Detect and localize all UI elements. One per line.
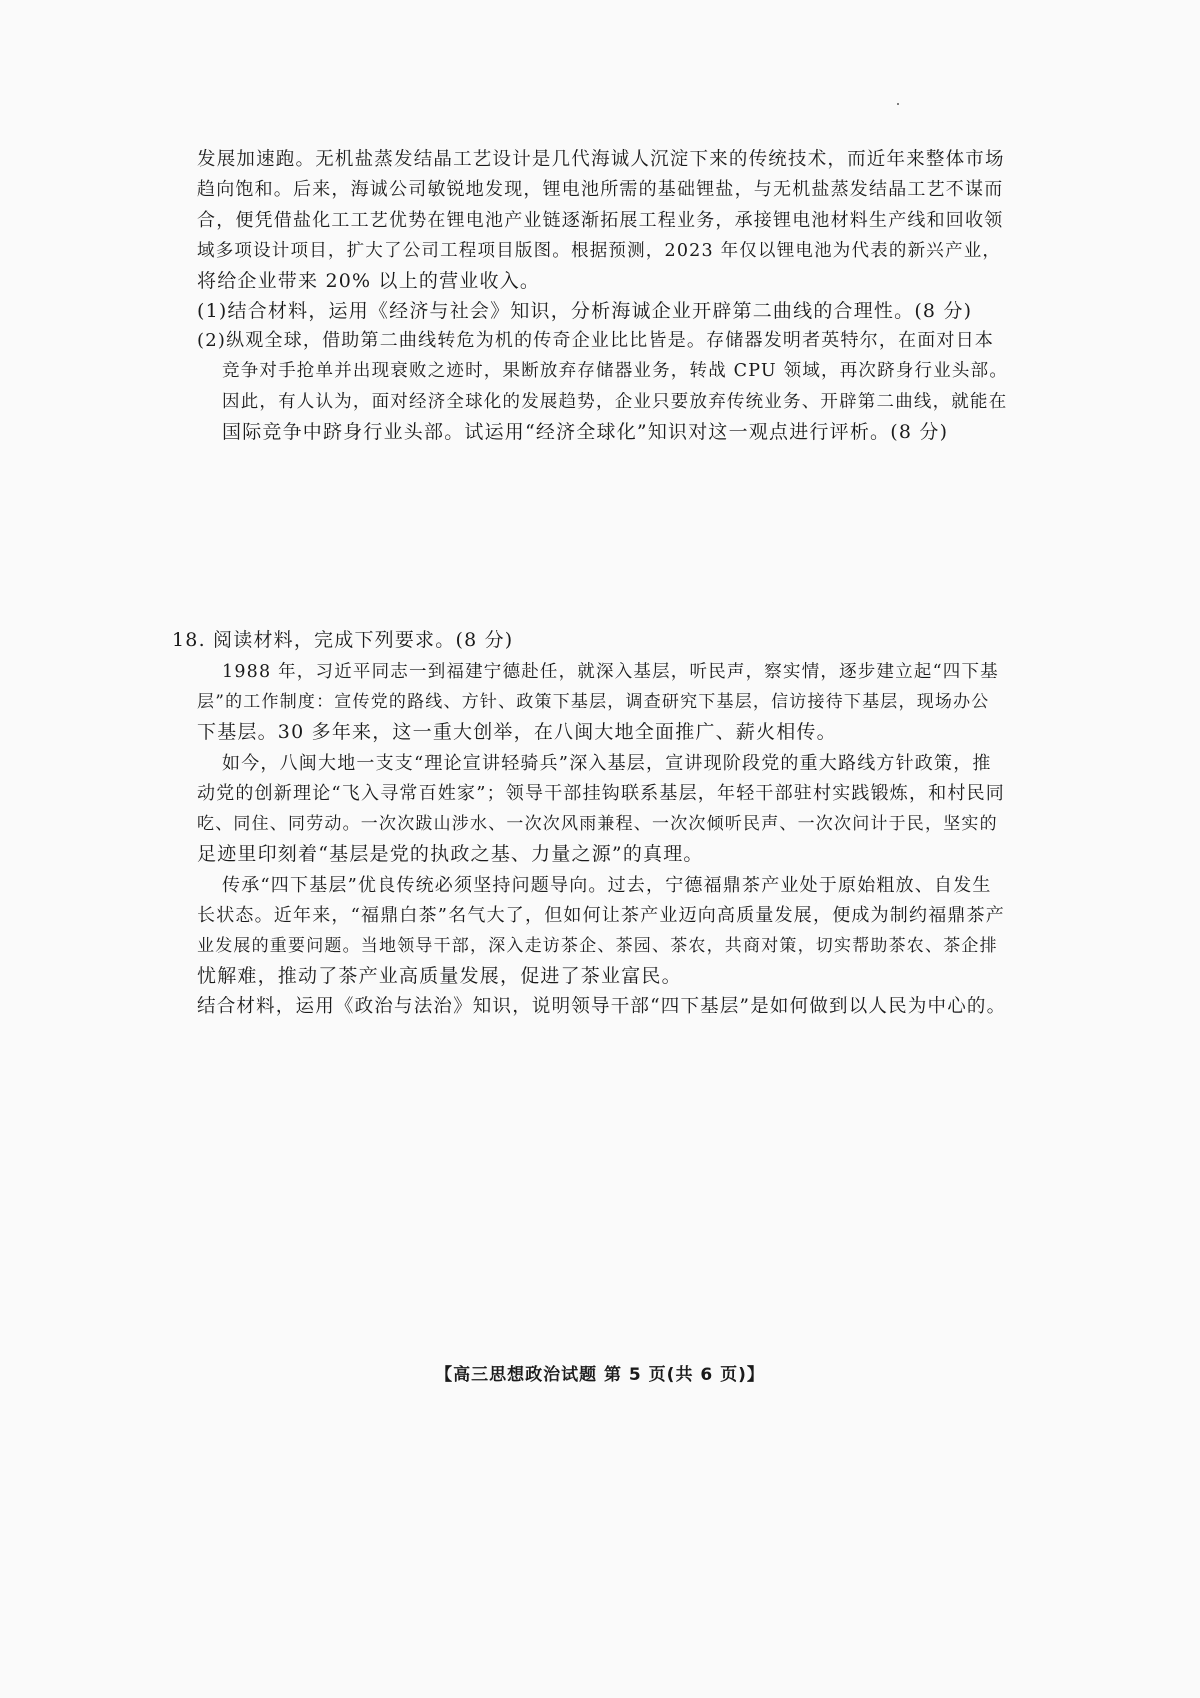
q17-sub2-line: 因此，有人认为，面对经济全球化的发展趋势，企业只要放弃传统业务、开辟第二曲线，就能在 [222, 392, 1008, 412]
scan-speck [897, 103, 899, 105]
q18-p2-line: 动党的创新理论“飞入寻常百姓家”；领导干部挂钩联系基层，年轻干部驻村实践锻炼，和村民同 [197, 783, 1005, 804]
q18-p2-line: 如今，八闽大地一支支“理论宣讲轻骑兵”深入基层，宣讲现阶段党的重大路线方针政策，推 [222, 753, 992, 774]
q18-p1-line: 1988 年，习近平同志一到福建宁德赴任，就深入基层，听民声，察实情，逐步建立起“四下基 [222, 662, 999, 682]
q18-p1-line: 层”的工作制度：宣传党的路线、方针、政策下基层，调查研究下基层，信访接待下基层，现场办公 [197, 692, 990, 712]
q17-sub2-line: (2)纵观全球，借助第二曲线转危为机的传奇企业比比皆是。存储器发明者英特尔，在面对日本 [197, 330, 995, 351]
q17-sub2-line: 国际竞争中跻身行业头部。试运用“经济全球化”知识对这一观点进行评析。(8 分) [222, 421, 949, 443]
q17-subquestion-1: (1)结合材料，运用《经济与社会》知识，分析海诚企业开辟第二曲线的合理性。(8 分) [197, 300, 973, 322]
q17-material-line: 发展加速跑。无机盐蒸发结晶工艺设计是几代海诚人沉淀下来的传统技术，而近年来整体市场 [197, 149, 1005, 170]
q18-p3-line: 业发展的重要问题。当地领导干部，深入走访茶企、茶园、茶农，共商对策，切实帮助茶农、茶企排 [197, 936, 998, 956]
q18-p3-line: 忧解难，推动了茶产业高质量发展，促进了茶业富民。 [197, 965, 682, 987]
q17-material-line: 将给企业带来 20% 以上的营业收入。 [197, 270, 541, 292]
q18-p2-line: 足迹里印刻着“基层是党的执政之基、力量之源”的真理。 [197, 843, 704, 865]
q17-material-line: 域多项设计项目，扩大了公司工程项目版图。根据预测，2023 年仅以锂电池为代表的新兴产业， [197, 241, 1002, 261]
q17-material-line: 合，便凭借盐化工工艺优势在锂电池产业链逐渐拓展工程业务，承接锂电池材料生产线和回收领 [197, 210, 1004, 231]
q18-header: 18. 阅读材料，完成下列要求。(8 分) [172, 629, 514, 651]
q18-p3-line: 传承“四下基层”优良传统必须坚持问题导向。过去，宁德福鼎茶产业处于原始粗放、自发生 [222, 875, 992, 896]
q17-material-line: 趋向饱和。后来，海诚公司敏锐地发现，锂电池所需的基础锂盐，与无机盐蒸发结晶工艺不谋而 [197, 179, 1004, 200]
q18-p1-line: 下基层。30 多年来，这一重大创举，在八闽大地全面推广、薪火相传。 [197, 721, 837, 743]
page-footer: 【高三思想政治试题 第 5 页(共 6 页)】 [435, 1365, 765, 1385]
q17-sub2-line: 竞争对手抢单并出现衰败之迹时，果断放弃存储器业务，转战 CPU 领域，再次跻身行业头部。 [222, 361, 1009, 381]
q18-p2-line: 吃、同住、同劳动。一次次跋山涉水、一次次风雨兼程、一次次倾听民声、一次次问计于民，坚实的 [197, 814, 998, 834]
q18-question: 结合材料，运用《政治与法治》知识，说明领导干部“四下基层”是如何做到以人民为中心的。 [197, 996, 1007, 1017]
q18-p3-line: 长状态。近年来，“福鼎白茶”名气大了，但如何让茶产业迈向高质量发展，便成为制约福鼎茶产 [197, 905, 1005, 926]
